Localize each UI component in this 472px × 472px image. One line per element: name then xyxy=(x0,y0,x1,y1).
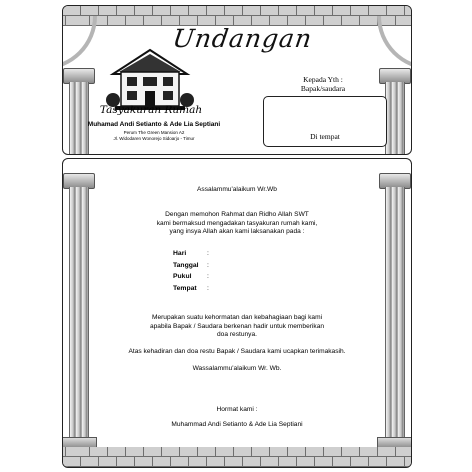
recipient-address-box xyxy=(263,96,387,147)
brick-wall-bottom-row2 xyxy=(63,447,411,457)
event-details xyxy=(173,250,217,296)
detail-colon: : xyxy=(207,250,209,257)
detail-colon: : xyxy=(207,261,209,269)
host-address xyxy=(79,130,229,141)
detail-label: Tempat xyxy=(173,284,197,292)
brick-wall-bottom xyxy=(63,457,411,467)
letter-signature: Muhammad Andi Setianto & Ade Lia Septiani xyxy=(171,421,303,428)
detail-colon: : xyxy=(207,284,209,292)
detail-row-time xyxy=(173,273,217,285)
invitation-title: Undangan xyxy=(170,24,315,53)
detail-row-place xyxy=(173,285,217,297)
detail-label: Pukul xyxy=(173,273,192,280)
detail-colon: : xyxy=(207,273,209,280)
pillar-shaft xyxy=(69,82,89,154)
letter-closing: Wassalammu'alaikum Wr. Wb. xyxy=(192,365,282,372)
honor-line: apabila Bapak / Saudara berkenan hadir untuk memberikan xyxy=(149,322,325,330)
recipient-label-line: Kepada Yth : xyxy=(303,75,343,84)
honor-line: Merupakan suatu kehormatan dan kebahagiaan bagi kami xyxy=(151,314,323,321)
intro-line: kami bermaksud mengadakan tasyakuran rumah kami, xyxy=(156,219,318,227)
letter-greeting: Assalammu'alaikum Wr.Wb xyxy=(197,186,277,193)
intro-line: Dengan memohon Rahmat dan Ridho Allah SWT xyxy=(165,211,309,218)
address-line: Perum The Green Mansion A2 xyxy=(123,130,185,135)
honor-line: doa restunya. xyxy=(217,331,257,339)
letter-intro xyxy=(63,211,411,237)
invitation-letter-card xyxy=(62,158,412,468)
detail-row-day xyxy=(173,250,217,262)
address-line: Jl. Widodaren Wonorejo Sidoarjo - Timur xyxy=(113,135,195,141)
invitation-header-card xyxy=(62,5,412,155)
detail-row-date xyxy=(173,262,217,274)
recipient-label xyxy=(273,75,373,93)
detail-label: Tanggal xyxy=(173,261,199,269)
letter-regards: Hormat kami : xyxy=(216,406,258,413)
host-names: Muhamad Andi Setianto & Ade Lia Septiani xyxy=(87,121,221,128)
brick-wall-top xyxy=(63,6,411,16)
pillar-shaft xyxy=(385,82,405,154)
recipient-place: Di tempat xyxy=(310,132,340,141)
detail-label: Hari xyxy=(173,250,187,257)
intro-line: yang insya Allah akan kami laksanakan pada : xyxy=(169,228,305,236)
letter-thanks: Atas kehadiran dan doa restu Bapak / Saudara kami ucapkan terimakasih. xyxy=(128,348,346,355)
recipient-label-line: Bapak/saudara xyxy=(300,84,346,93)
letter-honor xyxy=(63,314,411,340)
event-name: Tasyakuran Rumah xyxy=(99,104,203,116)
